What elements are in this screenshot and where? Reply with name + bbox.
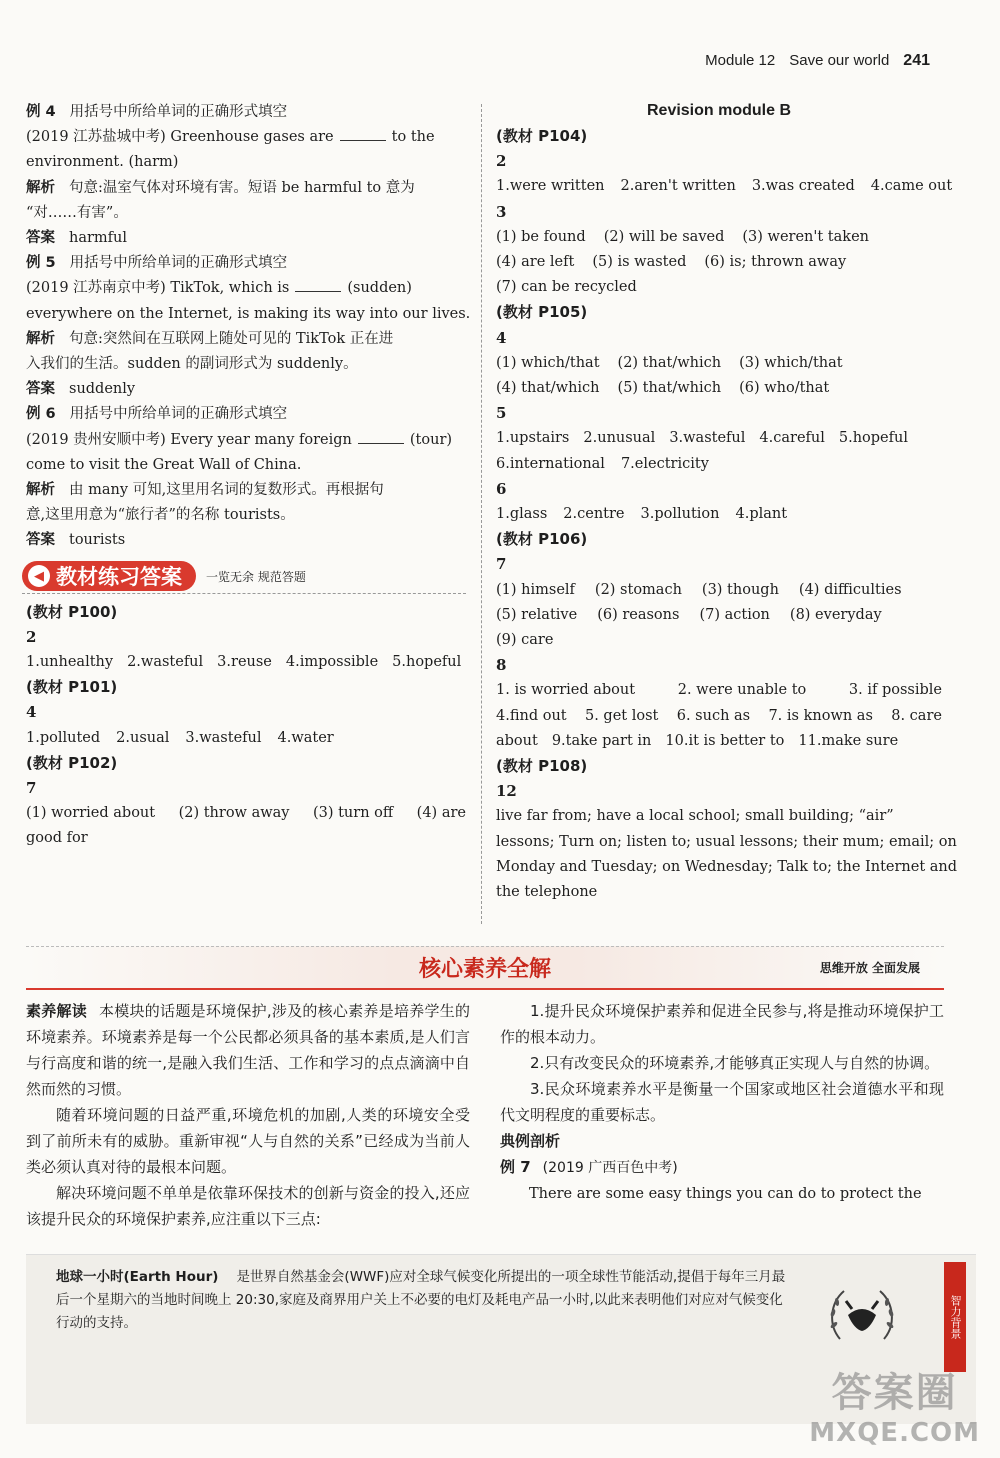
p105-ex5-line1: 1.upstairs 2.unusual 3.wasteful 4.careful 5.hopeful [496, 430, 908, 447]
exercise-number: 8 [496, 656, 507, 675]
example-4-analysis-cont: “对……有害”。 [26, 204, 128, 221]
literacy-interpretation [26, 998, 470, 1232]
speaker-icon: ◀ [28, 565, 50, 587]
example-7-text: There are some easy things you can do to protect the [529, 1186, 922, 1202]
exercise-number: 2 [26, 627, 37, 646]
p108-line1: live far from; have a local school; small building; “air” [496, 808, 894, 825]
laurel-emblem-icon [812, 1262, 912, 1372]
watermark-logo-text: 答案圈 [831, 1370, 958, 1416]
exercise-number: 4 [496, 328, 507, 347]
watermark-url: MXQE.COM [809, 1418, 980, 1448]
example-4-title: 例 4 用括号中所给单词的正确形式填空 [26, 104, 288, 120]
example-5-title: 例 5 用括号中所给单词的正确形式填空 [26, 255, 288, 272]
module-title: Save our world [789, 52, 890, 69]
p104-ex3-line3: (7) can be recycled [496, 279, 637, 296]
left-column [26, 100, 471, 852]
example-6-analysis-cont: 意,这里用意为“旅行者”的名称 tourists。 [26, 507, 295, 524]
answer-blank [340, 129, 386, 141]
exercise-number: 3 [496, 202, 507, 221]
ref-p108: (教材 P108) [496, 757, 588, 776]
ref-p104: (教材 P104) [496, 127, 588, 145]
banner-title: 教材练习答案 [56, 565, 182, 590]
earth-hour-note [56, 1266, 796, 1335]
p108-line2: lessons; Turn on; listen to; usual lessons; their mum; email; on [496, 833, 957, 850]
side-tab: 智力背景 [944, 1262, 966, 1372]
p108-line3: Monday and Tuesday; on Wednesday; Talk to; the Internet and [496, 858, 958, 875]
paragraph-2: 随着环境问题的日益严重,环境危机的加剧,人类的环境安全受到了前所未有的威胁。重新审视“人与自然的关系”已经成为当前人类必须认真对待的最根本问题。 [26, 1106, 470, 1176]
p106-ex8-line3: about 9.take part in 10.it is better to 11.make sure [496, 732, 899, 749]
p106-ex8-line2: 4.find out 5. get lost 6. such as 7. is known as 8. care [496, 707, 942, 724]
answer-blank [358, 432, 404, 444]
right-column [496, 100, 958, 905]
p105-ex5-line2: 6.international 7.electricity [496, 455, 709, 472]
exercise-number: 6 [496, 479, 507, 498]
exercise-number: 5 [496, 404, 507, 423]
core-literacy-banner [26, 946, 944, 990]
p104-ex3-line2: (4) are left (5) is wasted (6) is; thrown away [496, 254, 847, 271]
p106-ex7-line3: (9) care [496, 632, 554, 649]
example-4-analysis: 解析 句意:温室气体对环境有害。短语 be harmful to 意为 [26, 179, 415, 196]
exercise-number: 2 [496, 152, 507, 171]
example-5-analysis: 解析 句意:突然间在互联网上随处可见的 TikTok 正在进 [26, 330, 394, 347]
ref-p106: (教材 P106) [496, 530, 588, 549]
paragraph-3: 解决环境问题不单单是依靠环保技术的创新与资金的投入,还应该提升民众的环境保护素养,应注重以下三点: [26, 1184, 470, 1228]
ref-p102: (教材 P102) [26, 753, 118, 772]
section-subtitle: 思维开放 全面发展 [819, 961, 920, 975]
literacy-points [500, 998, 944, 1207]
p106-ex7-line2: (5) relative (6) reasons (7) action (8) everyday [496, 606, 882, 623]
p100-answers: 1.unhealthy 2.wasteful 3.reuse 4.impossible 5.hopeful [26, 654, 462, 671]
example-5-analysis-cont: 入我们的生活。sudden 的副词形式为 suddenly。 [26, 356, 358, 373]
example-6-question: (2019 贵州安顺中考) Every year many foreign (tour) [26, 431, 453, 448]
p105-ex4-line1: (1) which/that (2) that/which (3) which/that [496, 354, 843, 371]
paragraph-1: 素养解读 本模块的话题是环境保护,涉及的核心素养是培养学生的环境素养。环境素养是每一个公民都必须具备的基本素质,是人们言与行高度和谐的统一,是融入我们生活、工作和学习的点点滴滴中自然而然的习惯。 [26, 1002, 470, 1098]
page-number: 241 [903, 52, 930, 69]
exercise-number: 7 [496, 555, 507, 574]
exercise-number: 4 [26, 703, 37, 722]
p102-answers-cont: good for [26, 830, 88, 847]
p101-answers: 1.polluted 2.usual 3.wasteful 4.water [26, 729, 334, 746]
answer-blank [295, 280, 341, 292]
example-5-answer: 答案 suddenly [26, 381, 136, 398]
point-1: 1.提升民众环境保护素养和促进全民参与,将是推动环境保护工作的根本动力。 [500, 1002, 944, 1046]
p108-line4: the telephone [496, 884, 598, 901]
p105-ex6-answers: 1.glass 2.centre 3.pollution 4.plant [496, 506, 788, 523]
p104-ex2-answers: 1.were written 2.aren't written 3.was created 4.came out [496, 178, 953, 195]
page-header [705, 52, 930, 70]
example-6-question-cont: come to visit the Great Wall of China. [26, 456, 302, 473]
earth-hour-term: 地球一小时(Earth Hour) [56, 1269, 219, 1285]
ref-p100: (教材 P100) [26, 602, 118, 621]
banner-pill [22, 561, 196, 591]
p106-ex7-line1: (1) himself (2) stomach (3) though (4) difficulties [496, 581, 902, 598]
p104-ex3-line1: (1) be found (2) will be saved (3) weren't taken [496, 228, 869, 245]
ref-p101: (教材 P101) [26, 678, 118, 697]
ref-p105: (教材 P105) [496, 303, 588, 322]
revision-title: Revision module B [646, 102, 792, 119]
example-5-question-cont: everywhere on the Internet, is making its way into our lives. [26, 305, 471, 322]
example-6-analysis: 解析 由 many 可知,这里用名词的复数形式。再根据句 [26, 482, 384, 499]
example-4-answer: 答案 harmful [26, 230, 128, 247]
example-5-question: (2019 江苏南京中考) TikTok, which is (sudden) [26, 280, 412, 297]
watermark [809, 1361, 980, 1448]
example-7-title: 例 7 (2019 广西百色中考) [500, 1158, 678, 1176]
example-4-question: (2019 江苏盐城中考) Greenhouse gases are to the [26, 129, 435, 146]
section-title: 核心素养全解 [418, 957, 551, 982]
textbook-answers-banner [22, 560, 466, 594]
p106-ex8-line1: 1. is worried about 2. were unable to 3. if possible [496, 682, 942, 699]
module-label: Module 12 [705, 52, 776, 69]
exercise-number: 7 [26, 779, 37, 798]
point-3: 3.民众环境素养水平是衡量一个国家或地区社会道德水平和现代文明程度的重要标志。 [500, 1080, 944, 1124]
example-4-question-cont: environment. (harm) [26, 154, 179, 171]
banner-subtitle: 一览无余 规范答题 [206, 569, 306, 584]
column-divider [481, 104, 482, 924]
example-6-answer: 答案 tourists [26, 532, 126, 549]
case-analysis-title: 典例剖析 [500, 1132, 561, 1150]
example-6-title: 例 6 用括号中所给单词的正确形式填空 [26, 406, 288, 423]
earth-hour-text: 是世界自然基金会(WWF)应对全球气候变化所提出的一项全球性节能活动,提倡于每年三月最后一个星期六的当地时间晚上 20:30,家庭及商界用户关上不必要的电灯及耗电产品一小时,以此来表明他们对应对气候变化行动的支持。 [56, 1269, 786, 1331]
exercise-number: 12 [496, 782, 517, 801]
p102-answers: (1) worried about (2) throw away (3) turn off (4) are [26, 805, 466, 822]
p105-ex4-line2: (4) that/which (5) that/which (6) who/that [496, 380, 830, 397]
point-2: 2.只有改变民众的环境素养,才能够真正实现人与自然的协调。 [530, 1054, 940, 1072]
